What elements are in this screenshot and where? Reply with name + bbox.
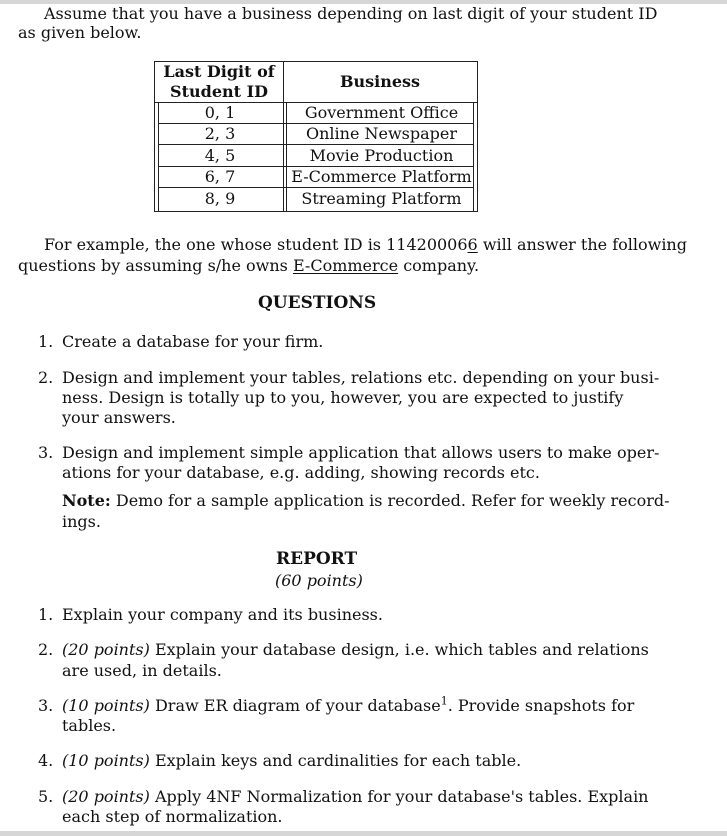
question-number: 1.	[38, 332, 54, 351]
note-label: Note:	[62, 491, 111, 510]
example-line-2	[18, 256, 479, 276]
report-item-line	[62, 751, 521, 771]
table-cell-digits: 2, 3	[204, 124, 236, 143]
example-text: company.	[398, 256, 480, 275]
report-item-points: (10 points)	[62, 751, 150, 770]
report-item-number: 1.	[38, 605, 54, 624]
table-cell-business: E-Commerce Platform	[291, 167, 472, 186]
table-row-rule	[158, 144, 474, 145]
report-item-text: each step of normalization.	[62, 807, 283, 826]
report-heading: REPORT	[276, 549, 358, 569]
table-cell-business: Online Newspaper	[305, 124, 458, 143]
report-item-line	[62, 640, 649, 660]
example-text: questions by assuming s/he owns	[18, 256, 293, 275]
report-item-number: 2.	[38, 640, 54, 659]
question-text: Design and implement simple application that allows users to make oper-	[62, 443, 660, 462]
example-line-1	[44, 235, 687, 255]
table-header-business: Business	[339, 72, 421, 91]
report-item-points: (10 points)	[62, 696, 150, 715]
table-cell-digits: 4, 5	[204, 146, 236, 165]
note-text: Demo for a sample application is recorded. Refer for weekly record-	[110, 491, 670, 510]
report-item-points: (20 points)	[62, 787, 150, 806]
questions-heading: QUESTIONS	[258, 293, 377, 313]
question-number: 2.	[38, 368, 54, 387]
table-header-digit-line-1: Last Digit of	[163, 62, 275, 81]
question-text: ness. Design is totally up to you, however, you are expected to justify	[62, 388, 624, 407]
table-header-digit-line-2: Student ID	[170, 82, 268, 101]
example-underlined-digit: 6	[467, 235, 478, 254]
question-number: 3.	[38, 443, 54, 462]
footnote-marker: 1	[440, 694, 448, 708]
example-text: For example, the one whose student ID is 11420006	[44, 235, 468, 254]
bottom-border	[0, 831, 727, 836]
report-item-number: 3.	[38, 696, 54, 715]
report-item-text: Draw ER diagram of your database	[149, 696, 441, 715]
question-text: Design and implement your tables, relations etc. depending on your busi-	[62, 368, 660, 387]
report-item-line	[62, 787, 648, 807]
table-cell-digits: 6, 7	[204, 167, 236, 186]
report-item-text: Apply 4NF Normalization for your database's tables. Explain	[149, 787, 649, 806]
note-line-1	[62, 491, 670, 511]
example-underlined-business: E-Commerce	[292, 256, 399, 275]
question-text: your answers.	[62, 408, 176, 427]
report-item-line	[62, 696, 634, 716]
table-cell-digits: 0, 1	[204, 103, 236, 122]
example-text: will answer the following	[477, 235, 687, 254]
report-item-text: Explain your company and its business.	[62, 605, 383, 624]
intro-line-1: Assume that you have a business depending on last digit of your student ID	[44, 4, 658, 23]
table-cell-digits: 8, 9	[204, 189, 236, 208]
table-cell-business: Streaming Platform	[301, 189, 462, 208]
table-cell-business: Movie Production	[309, 146, 454, 165]
report-item-number: 5.	[38, 787, 54, 806]
table-cell-business: Government Office	[304, 103, 459, 122]
report-item-points: (20 points)	[62, 640, 150, 659]
report-item-text: tables.	[62, 716, 117, 735]
business-table	[154, 61, 478, 212]
report-item-number: 4.	[38, 751, 54, 770]
note-line-2: ings.	[62, 512, 101, 531]
intro-line-2: as given below.	[18, 23, 142, 42]
report-item-text: are used, in details.	[62, 661, 222, 680]
report-item-text: . Provide snapshots for	[447, 696, 635, 715]
report-item-text: Explain your database design, i.e. which tables and relations	[149, 640, 649, 659]
question-text: Create a database for your firm.	[62, 332, 324, 351]
question-text: ations for your database, e.g. adding, showing records etc.	[62, 463, 540, 482]
table-row-rule	[158, 187, 474, 188]
report-points: (60 points)	[275, 571, 363, 590]
report-item-text: Explain keys and cardinalities for each table.	[149, 751, 522, 770]
